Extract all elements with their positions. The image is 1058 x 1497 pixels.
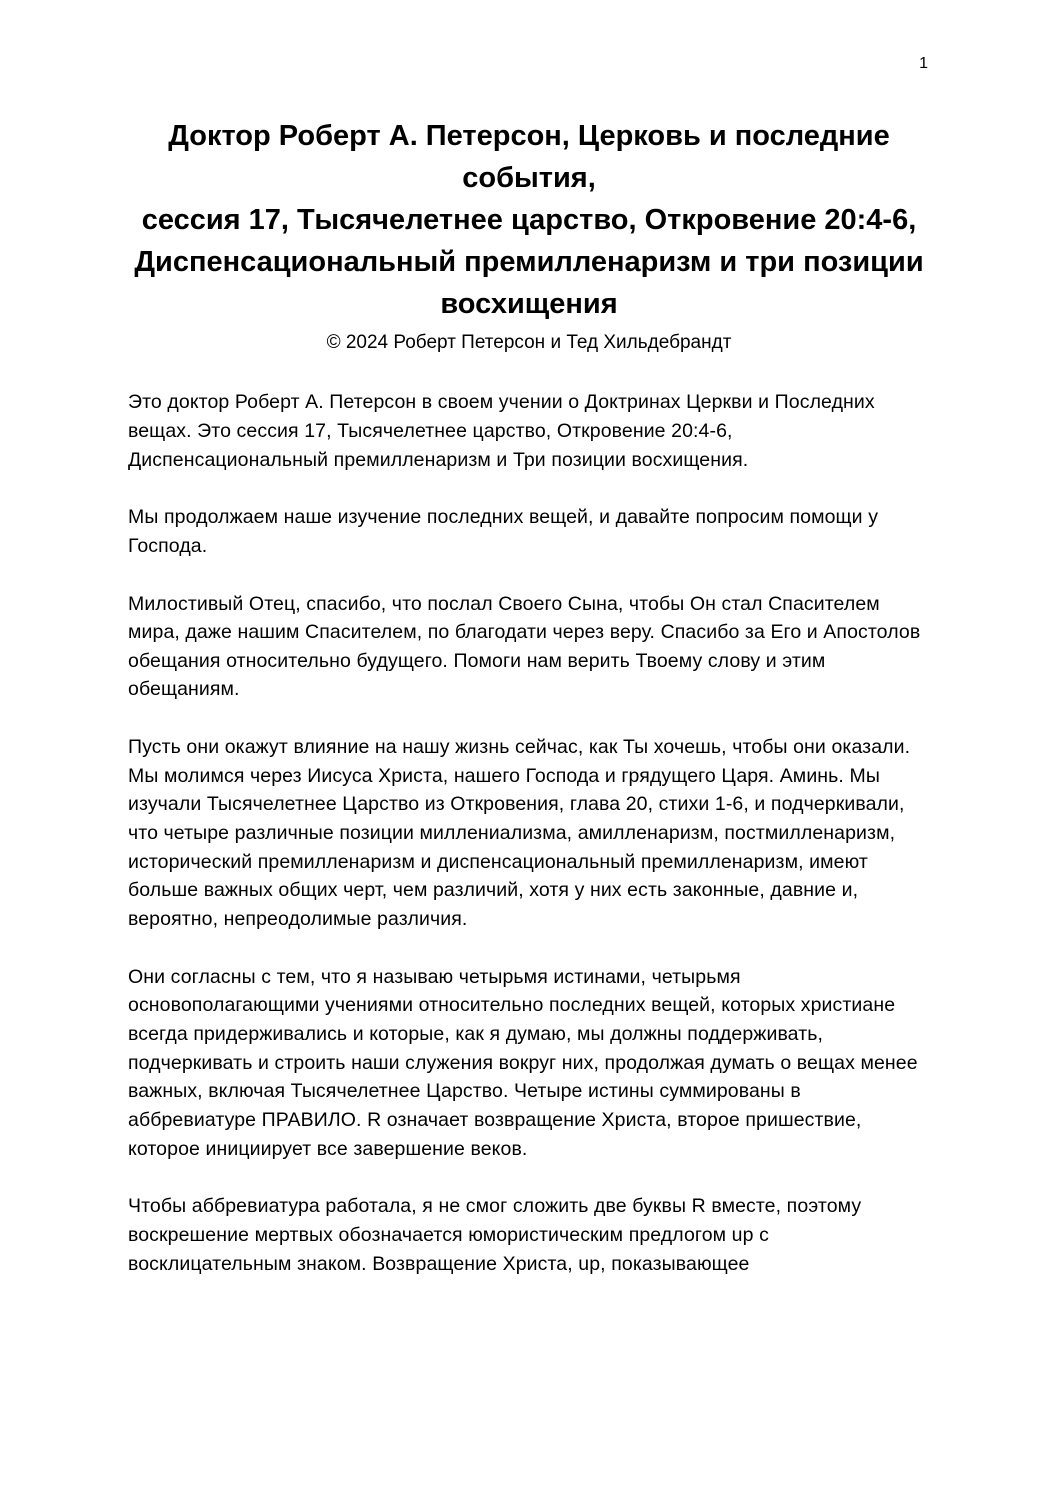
paragraph-1: Это доктор Роберт А. Петерсон в своем учении о Доктринах Церкви и Последних вещах. Это сессия 17, Тысячелетнее царство, Откровение 20:4-6, Диспенсациональный премилленаризм и Три позиции восхищения. [128,391,875,471]
paragraph-3: Милостивый Отец, спасибо, что послал Своего Сына, чтобы Он стал Спасителем мира, даже нашим Спасителем, по благодати через веру. Спасибо за Его и Апостолов обещания относительно будущего. Помоги нам верить Твоему слову и этим обещаниям. [128,592,921,701]
document-title-line-2: сессия 17, Тысячелетнее царство, Откровение 20:4-6, [141,204,917,237]
document-title-line-1: Доктор Роберт А. Петерсон, Церковь и последние события, [168,120,890,195]
copyright-line: © 2024 Роберт Петерсон и Тед Хильдебрандт [326,332,732,354]
document-title [128,115,930,325]
paragraph-6: Чтобы аббревиатура работала, я не смог сложить две буквы R вместе, поэтому воскрешение мертвых обозначается юмористическим предлогом up с восклицательным знаком. Возвращение Христа, up, показывающее [128,1195,862,1275]
paragraph-5: Они согласны с тем, что я называю четырьмя истинами, четырьмя основополагающими учениями относительно последних вещей, которых христиане всегда придерживались и которые, как я думаю, мы должны поддерживать, подчеркивать и строить наши служения вокруг них, продолжая думать о вещах менее важных, включая Тысячелетнее Царство. Четыре истины суммированы в аббревиатуре ПРАВИЛО. R означает возвращение Христа, второе пришествие, которое инициирует все завершение веков. [128,965,918,1160]
paragraph-2: Мы продолжаем наше изучение последних вещей, и давайте попросим помощи у Господа. [128,506,879,557]
page-number: 1 [919,55,928,72]
paragraph-4: Пусть они окажут влияние на нашу жизнь сейчас, как Ты хочешь, чтобы они оказали. Мы молимся через Иисуса Христа, нашего Господа и грядущего Царя. Аминь. Мы изучали Тысячелетнее Царство из Откровения, глава 20, стихи 1-6, и подчеркивали, что четыре различные позиции миллениализма, амилленаризм, постмилленаризм, исторический премилленаризм и диспенсациональный премилленаризм, имеют больше важных общих черт, чем различий, хотя у них есть законные, давние и, вероятно, непреодолимые различия. [128,736,911,931]
document-body [128,388,930,1278]
document-title-line-3: Диспенсациональный премилленаризм и три позиции восхищения [134,246,924,321]
